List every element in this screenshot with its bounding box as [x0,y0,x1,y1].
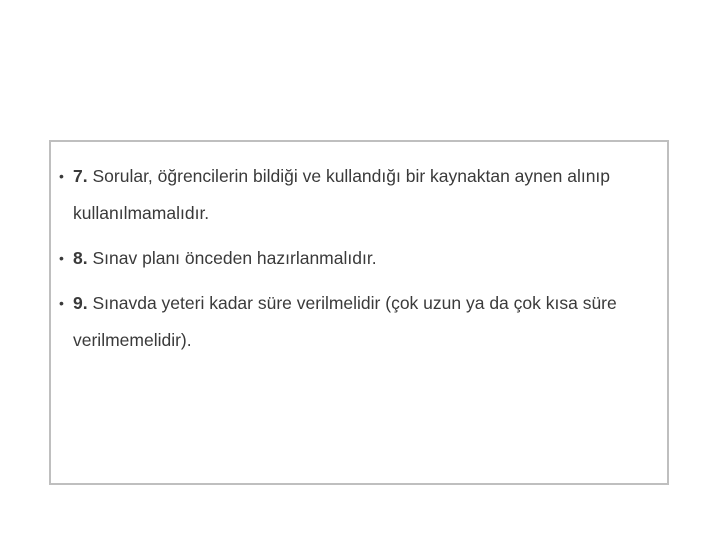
item-number: 8. [73,248,88,268]
list-item-8 [59,240,663,277]
item-body: Sınavda yeteri kadar süre verilmelidir (çok uzun ya da çok kısa süre verilmemelidir). [73,293,617,350]
list-item-text [73,158,663,232]
bullet-list [59,158,663,367]
list-item-text [73,285,663,359]
item-number: 7. [73,166,88,186]
bullet-icon: • [59,250,64,266]
item-number: 9. [73,293,88,313]
content-box [49,140,669,485]
list-item-text [73,240,663,277]
item-body: Sorular, öğrencilerin bildiği ve kullandığı bir kaynaktan aynen alınıp kullanılmamalıdır. [73,166,611,223]
bullet-icon: • [59,295,64,311]
item-body: Sınav planı önceden hazırlanmalıdır. [92,248,377,268]
bullet-icon: • [59,168,64,184]
list-item-7 [59,158,663,232]
list-item-9 [59,285,663,359]
